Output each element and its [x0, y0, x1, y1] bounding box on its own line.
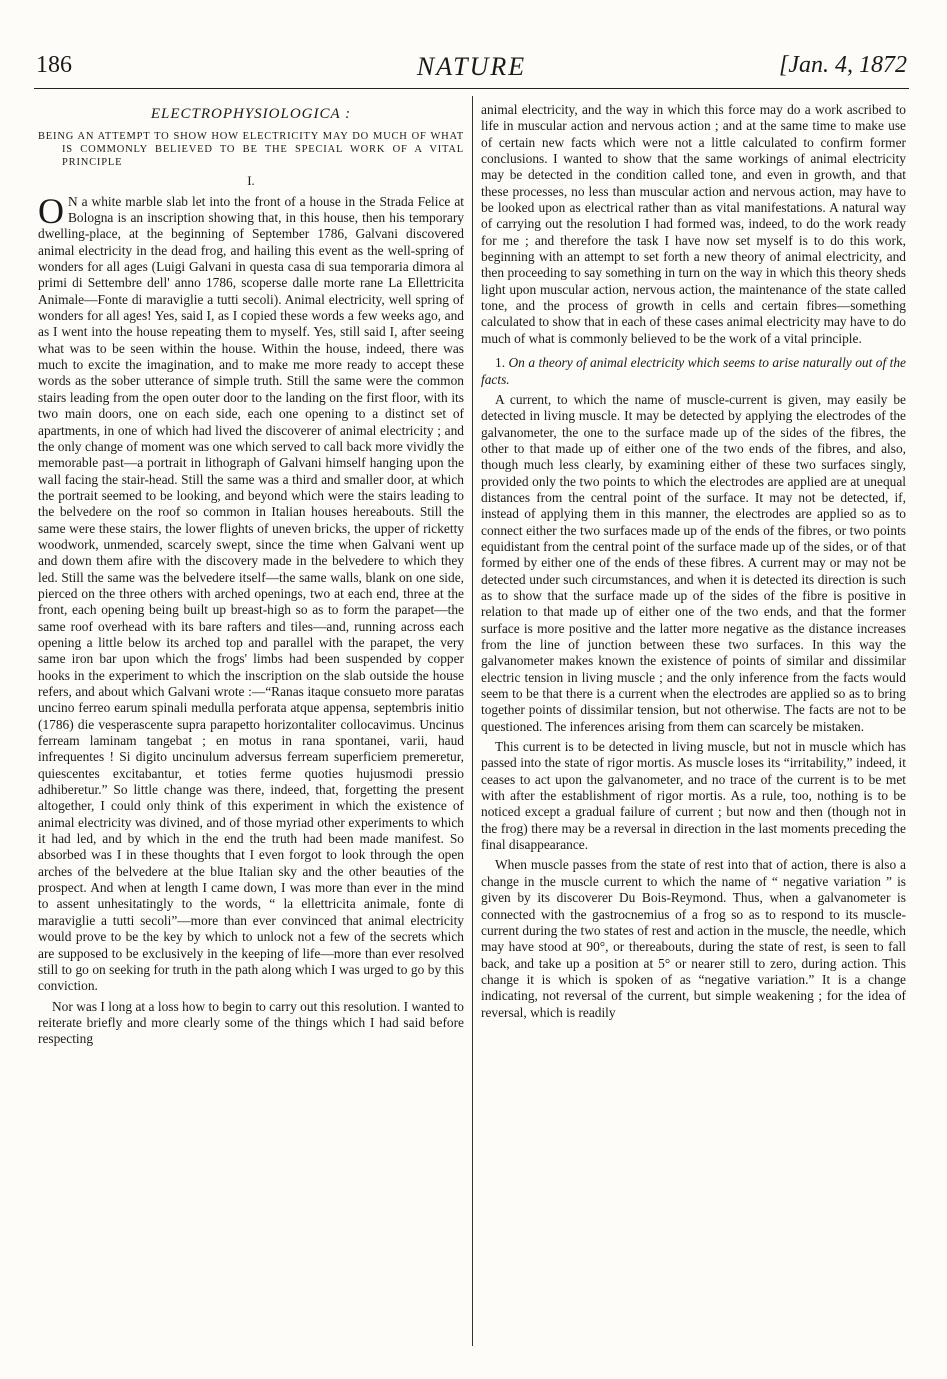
- right-column: [481, 102, 906, 1025]
- paragraph: Nor was I long at a loss how to begin to carry out this resolution. I wanted to reiterate briefly and more clearly some of the things which I had said before respecting: [38, 998, 464, 1047]
- issue-date: [Jan. 4, 1872: [779, 52, 907, 78]
- column-divider: [472, 96, 473, 1346]
- section-heading: [481, 355, 906, 388]
- paragraph: [38, 190, 464, 995]
- paragraph: animal electricity, and the way in which this force may do a work ascribed to life in muscular action and nervous action ; and at the same time to make use of certain new facts which were not a little calculated to confirm former conclusions. I wanted to show that the same workings of animal electricity may be detected in the condition called tone, and even in growth, and that these processes, no less than muscular action and nervous action, may have to be looked upon as electrical rather than as vital manifestations. A natural way of carrying out the resolution I had formed was, indeed, to do the work ready for me ; and therefore the task I have now set myself is to do this work, beginning with an attempt to set forth a new theory of animal electricity, and then proceeding to say something in turn on the way in which this theory sheds light upon muscular action, nervous action, the maintenance of the state called tone, and the process of growth in cells and certain fibres—something calculated to show that in each of these cases animal electricity may have to do much of what is commonly believed to be the work of a vital principle.: [481, 102, 906, 346]
- page-header: [36, 52, 907, 86]
- page-number: 186: [36, 52, 72, 78]
- part-number: I.: [247, 173, 255, 189]
- header-rule: [34, 88, 909, 89]
- paragraph: A current, to which the name of muscle-current is given, may easily be detected in living muscle. It may be detected by applying the electrodes of the galvanometer, the one to the surface made up of the sides of the fibres, the other to that made up of either one of the two ends of the fibres, and also, though much less clearly, by examining either of these two surfaces singly, provided only the two points to which the electrodes are applied are at unequal distances from the central point of the surface. It may not be detected, if, instead of applying them in this manner, the electrodes are applied so as to connect either the two surfaces made up of the ends of the fibres, or two points equidistant from the central point of the surface made up of the sides, or of that formed by either one of the ends of these fibres. A current may or may not be detected under such circumstances, and when it is detected its direction is such as to show that the surface made up of the sides of the fibre is positive in relation to that made up of either one of the two ends, and that the former surface is more positive and the latter more negative as the distance increases from the line of junction between these two surfaces. In this way the galvanometer makes known the existence of points of similar and dissimilar electric tension in living muscle ; and the only inference from the facts would seem to be that there is a current when the electrodes are applied so as to bring together points of dissimilar tension, but not otherwise. The facts are not to be questioned. The inferences arising from them can scarcely be mistaken.: [481, 391, 906, 734]
- article-subtitle: BEING AN ATTEMPT TO SHOW HOW ELECTRICITY MAY DO MUCH OF WHAT IS COMMONLY BELIEVED TO BE THE SPECIAL WORK OF A VITAL PRINCIPLE: [38, 131, 464, 169]
- left-column: [38, 102, 464, 1052]
- article-title: ELECTROPHYSIOLOGICA :: [150, 106, 352, 122]
- journal-title: NATURE: [416, 52, 527, 81]
- section-number: 1.: [495, 355, 506, 371]
- drop-cap: O: [38, 190, 64, 231]
- paragraph: When muscle passes from the state of rest into that of action, there is also a change in the muscle current to which the name of “ negative variation ” is given by its discoverer Du Bois-Reymond. Thus, when a galvanometer is connected with the gastrocnemius of a frog so as to respond to its muscle-current during the two states of rest and action in the muscle, the needle, which may have stood at 90°, or thereabouts, during the state of rest, is seen to fall back, and take up a position at 5° or nearer still to zero, during action. This change it is which is spoken of as “negative variation.” It is a change indicating, not reversal of the current, but simple weakening ; for the idea of reversal, which is readily: [481, 857, 906, 1020]
- paragraph: This current is to be detected in living muscle, but not in muscle which has passed into the state of rigor mortis. As muscle loses its “irritability,” indeed, it ceases to act upon the galvanometer, and no trace of the current is to be met with after the establishment of rigor mortis. As a rule, too, nothing is to be noticed except a gradual failure of current ; but now and then (though not in the frog) there may be a reversal in direction in the last moments preceding the final disappearance.: [481, 739, 906, 853]
- paragraph-text: N a white marble slab let into the front of a house in the Strada Felice at Bologna is an inscription showing that, in this house, then his temporary dwelling-place, at the beginning of September 1786, Galvani discovered animal electricity in the dead frog, and hailing this event as the well-spring of wonders for all ages (Luigi Galvani in questa casa di sua temporaria dimora al primi di Settembre dell' anno 1786, scoperse dalle morte rane La Ellettricita Animale—Fonte di maraviglie a tutti secoli). Animal electricity, well spring of wonders for all ages! Yes, said I, as I copied these words a few weeks ago, and as I went into the house repeating them to myself. Yes, still said I, after seeing what was to be seen within the house. Within the house, indeed, there was much to excite the imagination, and to make me more ready to accept these words as the sober utterance of simple truth. Still the same were the common stairs leading from the open outer door to the landing on the first floor, with its two main doors, one on each side, each one opening to a distinct set of apartments, in one of which had lived the discoverer of animal electricity ; and the only change of moment was one which served to call back more vividly the memorable past—a portrait in lithograph of Galvani himself hanging upon the wall facing the stair-head. Still the same was a third and smaller door, at which the portrait seemed to be looking, and beyond which were the stairs leading to the belvedere on the roof so common in Italian houses hereabouts. Still the same were these stairs, the lower flights of uneven bricks, the upper of ricketty woodwork, unmended, scarcely swept, since the time when Galvani went up and down them afire with the discovery made in the belvedere to which they led. Still the same was the belvedere itself—the same walls, blank on one side, pierced on the three others with arched openings, two at each end, three at the front, each opening being built up breast-high so as to form the parapet—the same roof overhead with its bare rafters and tiles—and, running across each opening a little below its arched top and parallel with the parapet, the very same iron bar upon which the frogs' limbs had been suspended by copper hooks in the experiment to which the inscription on the slab outside the house refers, and about which Galvani wrote :—“Ranas itaque consueto more paratas uncino ferreo earum spinali medulla perforata atque appensa, septembris initio (1786) die vesperascente supra parapetto horizontaliter collocavimus. Uncinus ferream laminam tangebat ; en motus in rana spontanei, varii, haud infrequentes ! Si digito uncinulum adversus ferream superficiem premeretur, quiescentes excitabantur, et toties ferme quoties hujusmodi pressio adhiberetur.” So little change was there, indeed, that, forgetting the present altogether, I could only think of this experiment in which the existence of animal electricity was divined, and of those myriad other experiments to which it had led, and by which in the end the truth had been made manifest. So absorbed was I in these thoughts that I even forgot to look through the open arches of the belvedere at the blue Italian sky and the other beauties of the prospect. And when at length I came down, I was more than ever in the mind to assent unhesitatingly to the words, “ la ellettricita animale, fonte di maraviglie a tutti secoli”—more than ever convinced that animal electricity would prove to be the key by which to unlock not a few of the secrets which are supposed to be exclusively in the keeping of life—more than ever resolved still to go on seeking for truth in the path along which I was urged to go by this conviction.: [38, 193, 464, 994]
- section-title: On a theory of animal electricity which seems to arise naturally out of the facts.: [481, 355, 906, 387]
